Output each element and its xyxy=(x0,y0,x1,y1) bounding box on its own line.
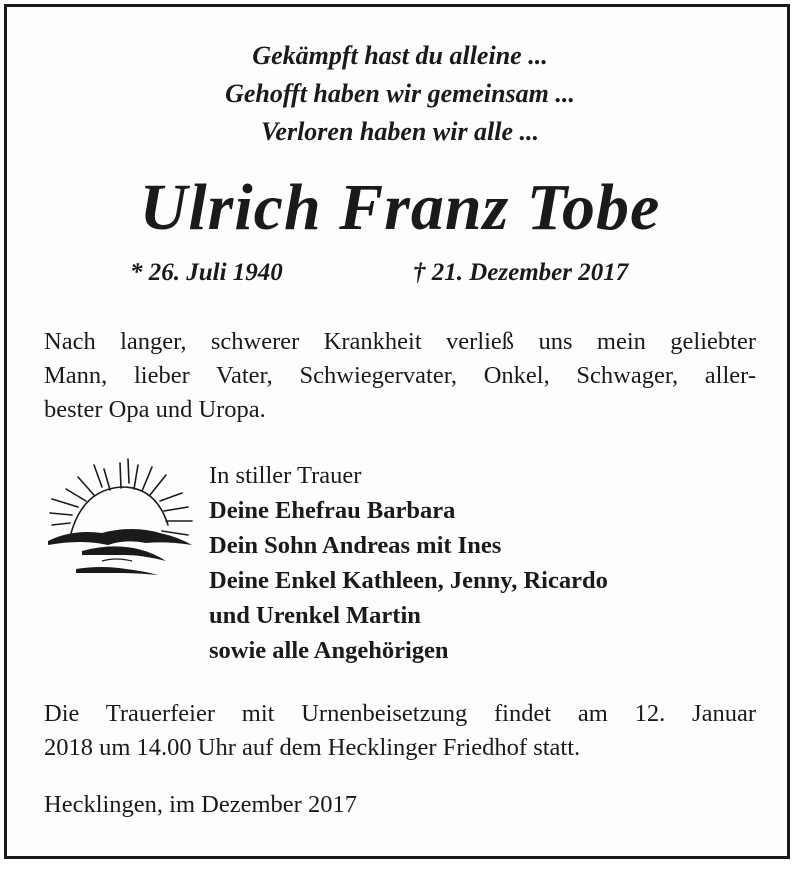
mourner-line-1: Deine Ehefrau Barbara xyxy=(209,497,456,524)
mourner-line-4: und Urenkel Martin xyxy=(209,602,421,629)
announcement-line-2: Mann, lieber Vater, Schwiegervater, Onkel, Schwager, aller- xyxy=(44,362,756,389)
ceremony-text xyxy=(44,697,756,765)
deceased-name: Ulrich Franz Tobe xyxy=(139,171,661,244)
motto-line-3: Verloren haben wir alle ... xyxy=(260,117,540,146)
announcement-text xyxy=(44,325,756,427)
death-date: † 21. Dezember 2017 xyxy=(413,259,629,286)
mourner-line-2: Dein Sohn Andreas mit Ines xyxy=(209,532,502,559)
place-and-date: Hecklingen, im Dezember 2017 xyxy=(44,791,357,818)
mourners-intro: In stiller Trauer xyxy=(209,462,362,489)
sunset-over-hills-icon xyxy=(42,455,202,585)
mourner-line-5: sowie alle Angehörigen xyxy=(209,637,449,664)
ceremony-line-1: Die Trauerfeier mit Urnenbeisetzung findet am 12. Januar xyxy=(44,700,756,727)
motto-verse xyxy=(0,37,800,151)
announcement-line-3: bester Opa und Uropa. xyxy=(44,396,266,423)
motto-line-1: Gekämpft hast du alleine ... xyxy=(252,41,548,70)
mourner-line-3: Deine Enkel Kathleen, Jenny, Ricardo xyxy=(209,567,608,594)
ceremony-line-2: 2018 um 14.00 Uhr auf dem Hecklinger Friedhof statt. xyxy=(44,734,581,761)
birth-date: * 26. Juli 1940 xyxy=(130,259,283,286)
mourners-list xyxy=(209,458,608,668)
announcement-line-1: Nach langer, schwerer Krankheit verließ uns mein geliebter xyxy=(44,328,756,355)
motto-line-2: Gehofft haben wir gemeinsam ... xyxy=(225,79,575,108)
